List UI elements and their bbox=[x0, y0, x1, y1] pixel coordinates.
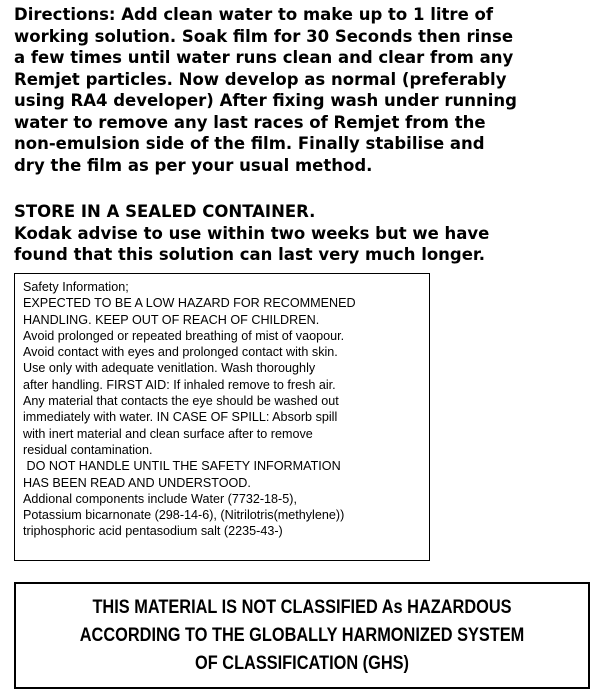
storage-heading: STORE IN A SEALED CONTAINER. bbox=[14, 202, 316, 221]
safety-line: Avoid prolonged or repeated breathing of mist of vaopour. bbox=[23, 328, 345, 343]
safety-line: HANDLING. KEEP OUT OF REACH OF CHILDREN. bbox=[23, 312, 320, 327]
directions-line: non-emulsion side of the film. Finally stabilise and bbox=[14, 134, 485, 153]
directions-line: a few times until water runs clean and clear from any bbox=[14, 48, 514, 67]
safety-line: with inert material and clean surface after to remove bbox=[23, 426, 313, 441]
safety-heading: Safety Information; bbox=[23, 280, 129, 294]
directions-line: Directions: Add clean water to make up to 1 litre of bbox=[14, 5, 494, 24]
ghs-line: THIS MATERIAL IS NOT CLASSIFIED As HAZARDOUS bbox=[92, 597, 512, 618]
storage-text bbox=[14, 201, 594, 266]
safety-line: Potassium bicarnonate (298-14-6), (Nitrilotris(methylene)) bbox=[23, 508, 345, 523]
safety-line: EXPECTED TO BE A LOW HAZARD FOR RECOMMENED bbox=[23, 296, 356, 311]
safety-line: Addional components include Water (7732-18-5), bbox=[23, 491, 297, 506]
ghs-line: ACCORDING TO THE GLOBALLY HARMONIZED SYSTEM bbox=[79, 625, 525, 646]
safety-information-box bbox=[14, 273, 430, 561]
safety-line: residual contamination. bbox=[23, 442, 153, 457]
storage-line: Kodak advise to use within two weeks but we have bbox=[14, 223, 490, 243]
directions-line: using RA4 developer) After fixing wash under running bbox=[14, 91, 517, 110]
safety-line: immediately with water. IN CASE OF SPILL: Absorb spill bbox=[23, 410, 338, 425]
safety-line: triphosphoric acid pentasodium salt (2235-43-) bbox=[23, 524, 283, 539]
ghs-classification-box bbox=[14, 582, 590, 689]
storage-line: found that this solution can last very much longer. bbox=[14, 245, 485, 264]
directions-line: water to remove any last races of Remjet from the bbox=[14, 112, 486, 132]
directions-line: Remjet particles. Now develop as normal (preferably bbox=[14, 69, 507, 89]
directions-line: dry the film as per your usual method. bbox=[14, 155, 373, 175]
safety-line: after handling. FIRST AID: If inhaled remove to fresh air. bbox=[23, 377, 336, 392]
ghs-line: OF CLASSIFICATION (GHS) bbox=[195, 653, 409, 674]
safety-line: Any material that contacts the eye should be washed out bbox=[23, 394, 339, 409]
safety-line: Avoid contact with eyes and prolonged contact with skin. bbox=[23, 345, 338, 360]
directions-text bbox=[14, 4, 594, 176]
directions-line: working solution. Soak film for 30 Seconds then rinse bbox=[14, 26, 514, 46]
safety-line: HAS BEEN READ AND UNDERSTOOD. bbox=[23, 475, 251, 490]
safety-line: DO NOT HANDLE UNTIL THE SAFETY INFORMATION bbox=[23, 459, 341, 474]
safety-line: Use only with adequate venitlation. Wash thoroughly bbox=[23, 361, 316, 376]
